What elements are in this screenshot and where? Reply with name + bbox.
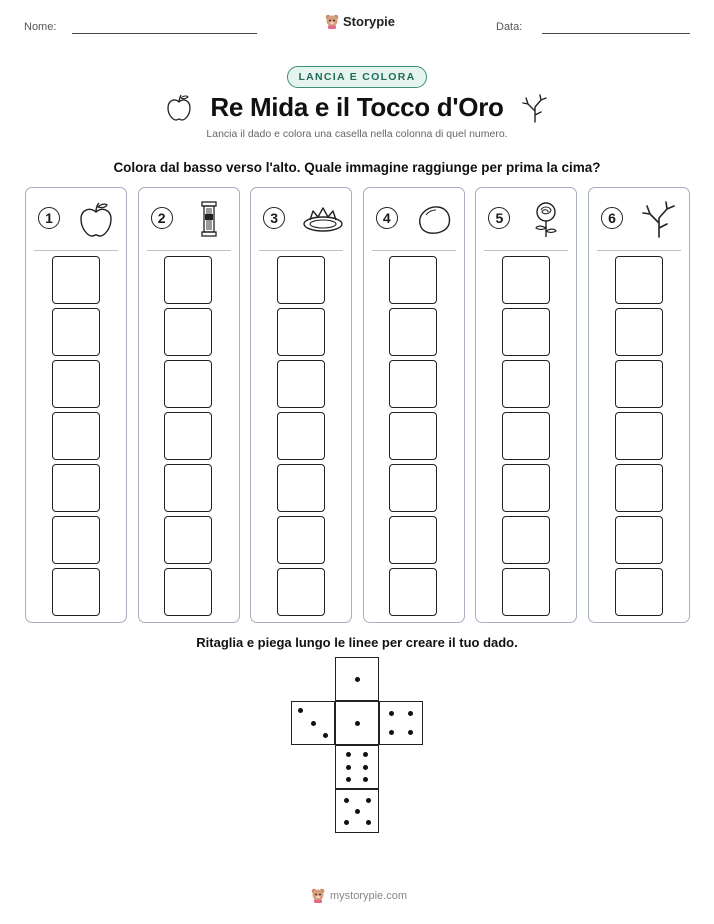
color-cell[interactable] <box>277 256 325 304</box>
color-cell[interactable] <box>277 516 325 564</box>
color-cell[interactable] <box>164 568 212 616</box>
die-pip <box>366 820 371 825</box>
color-cell[interactable] <box>277 360 325 408</box>
color-cell[interactable] <box>52 256 100 304</box>
column-number: 1 <box>38 207 60 229</box>
die-pip <box>389 730 394 735</box>
column-divider <box>484 250 568 251</box>
die-pip <box>389 711 394 716</box>
die-pip <box>366 798 371 803</box>
name-label: Nome: <box>24 21 57 33</box>
color-column-1 <box>25 187 127 623</box>
color-cell[interactable] <box>52 412 100 460</box>
die-face-1 <box>335 657 379 701</box>
die-pip <box>344 798 349 803</box>
die-face-6 <box>335 745 379 789</box>
page-title: Re Mida e il Tocco d'Oro <box>210 92 504 122</box>
date-label: Data: <box>496 21 523 33</box>
color-cell[interactable] <box>615 464 663 512</box>
pillar-icon <box>189 200 229 238</box>
color-cell[interactable] <box>615 412 663 460</box>
die-pip <box>311 721 316 726</box>
column-divider <box>259 250 343 251</box>
brand-name: Storypie <box>343 14 396 29</box>
color-cell[interactable] <box>52 308 100 356</box>
color-column-3 <box>250 187 352 623</box>
color-cell[interactable] <box>615 360 663 408</box>
color-cell[interactable] <box>277 464 325 512</box>
die-face-5 <box>335 789 379 833</box>
coloring-instruction: Colora dal basso verso l'alto. Quale immagine raggiunge per prima la cima? <box>113 160 601 175</box>
color-cell[interactable] <box>52 464 100 512</box>
column-divider <box>372 250 456 251</box>
die-pip <box>346 752 351 757</box>
die-pip <box>355 721 360 726</box>
color-cell[interactable] <box>389 464 437 512</box>
color-cell[interactable] <box>502 568 550 616</box>
branch-icon <box>522 93 548 123</box>
color-cell[interactable] <box>389 256 437 304</box>
footer <box>311 888 407 903</box>
column-number: 6 <box>601 207 623 229</box>
apple-icon <box>166 94 192 122</box>
die-instruction: Ritaglia e piega lungo le linee per creare il tuo dado. <box>196 635 518 650</box>
color-column-5 <box>475 187 577 623</box>
column-divider <box>597 250 681 251</box>
die-pip <box>355 809 360 814</box>
die-pip <box>408 711 413 716</box>
color-cell[interactable] <box>502 360 550 408</box>
color-column-2 <box>138 187 240 623</box>
crown-icon <box>301 200 341 238</box>
branch-icon <box>639 200 679 238</box>
color-cell[interactable] <box>389 516 437 564</box>
column-number: 5 <box>488 207 510 229</box>
color-cell[interactable] <box>615 568 663 616</box>
color-cell[interactable] <box>389 308 437 356</box>
color-cell[interactable] <box>164 516 212 564</box>
rose-icon <box>526 200 566 238</box>
bear-mascot-icon <box>325 14 339 29</box>
color-cell[interactable] <box>389 360 437 408</box>
die-pip <box>363 765 368 770</box>
color-cell[interactable] <box>164 256 212 304</box>
color-cell[interactable] <box>389 412 437 460</box>
stone-icon <box>414 200 454 238</box>
color-cell[interactable] <box>502 412 550 460</box>
color-cell[interactable] <box>389 568 437 616</box>
die-pip <box>346 777 351 782</box>
bear-mascot-icon <box>311 888 325 903</box>
color-cell[interactable] <box>164 412 212 460</box>
color-cell[interactable] <box>164 308 212 356</box>
column-divider <box>147 250 231 251</box>
die-face-4 <box>379 701 423 745</box>
die-pip <box>323 733 328 738</box>
color-cell[interactable] <box>52 516 100 564</box>
date-line[interactable] <box>542 33 690 34</box>
color-cell[interactable] <box>277 308 325 356</box>
die-pip <box>408 730 413 735</box>
die-face-3 <box>291 701 335 745</box>
column-number: 4 <box>376 207 398 229</box>
die-pip <box>346 765 351 770</box>
color-cell[interactable] <box>615 308 663 356</box>
color-cell[interactable] <box>277 412 325 460</box>
column-number: 2 <box>151 207 173 229</box>
activity-badge: LANCIA E COLORA <box>287 66 426 88</box>
die-pip <box>298 708 303 713</box>
color-column-6 <box>588 187 690 623</box>
die-face-1 <box>335 701 379 745</box>
color-cell[interactable] <box>502 308 550 356</box>
column-divider <box>34 250 118 251</box>
page-subtitle: Lancia il dado e colora una casella nella colonna di quel numero. <box>206 128 508 140</box>
color-cell[interactable] <box>502 516 550 564</box>
color-cell[interactable] <box>615 516 663 564</box>
die-pip <box>363 777 368 782</box>
die-pip <box>363 752 368 757</box>
name-line[interactable] <box>72 33 257 34</box>
color-cell[interactable] <box>277 568 325 616</box>
color-cell[interactable] <box>164 360 212 408</box>
footer-url: mystorypie.com <box>330 889 408 902</box>
die-pip <box>355 677 360 682</box>
apple-icon <box>76 200 116 238</box>
color-cell[interactable] <box>502 256 550 304</box>
color-column-4 <box>363 187 465 623</box>
color-cell[interactable] <box>52 360 100 408</box>
color-cell[interactable] <box>164 464 212 512</box>
brand-logo <box>325 14 395 29</box>
column-number: 3 <box>263 207 285 229</box>
color-cell[interactable] <box>502 464 550 512</box>
color-cell[interactable] <box>615 256 663 304</box>
color-cell[interactable] <box>52 568 100 616</box>
die-pip <box>344 820 349 825</box>
